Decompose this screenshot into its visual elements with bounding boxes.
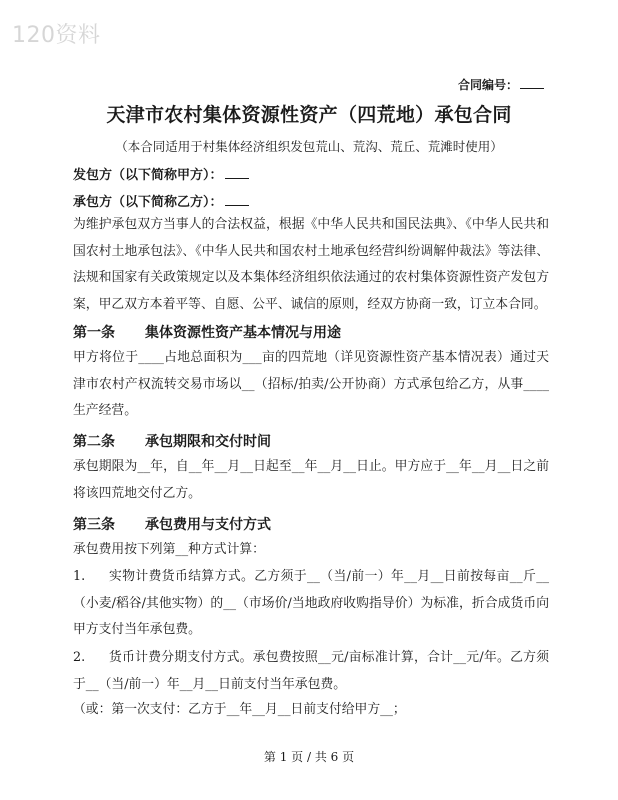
- article-2-paragraph: 承包期限为__年，自__年__月__日起至__年__月__日止。甲方应于__年__月__日之前将该四荒地交付乙方。: [73, 459, 549, 501]
- watermark: 120资料: [12, 23, 101, 48]
- article-3-heading: [73, 514, 271, 534]
- article-3-item-2-number: 2.: [73, 650, 86, 665]
- party-b-line: [73, 191, 249, 210]
- article-1-paragraph: 甲方将位于____占地总面积为___亩的四荒地（详见资源性资产基本情况表）通过天津市农村产权流转交易市场以__（招标/拍卖/公开协商）方式承包给乙方，从事____生产经营。: [73, 350, 549, 418]
- article-3-item-2: [73, 645, 549, 698]
- article-2-heading: [73, 431, 271, 451]
- article-2-title: 承包期限和交付时间: [145, 434, 271, 450]
- contract-number: [458, 76, 544, 93]
- article-3-item-1: [73, 564, 549, 644]
- article-1-number: 第一条: [73, 325, 115, 341]
- party-a-blank: [225, 168, 249, 179]
- article-3-number: 第三条: [73, 517, 115, 533]
- document-subtitle: （本合同适用于村集体经济组织发包荒山、荒沟、荒丘、荒滩时使用）: [115, 139, 503, 154]
- article-2-number: 第二条: [73, 434, 115, 450]
- document-title: 天津市农村集体资源性资产（四荒地）承包合同: [106, 104, 512, 126]
- contract-number-label: 合同编号：: [457, 78, 518, 92]
- article-3-note: （或：第一次支付：乙方于__年__月__日前支付给甲方__；: [73, 702, 406, 717]
- party-a-label: 发包方（以下简称甲方）：: [73, 168, 223, 183]
- article-3-title: 承包费用与支付方式: [145, 517, 271, 533]
- party-a-line: [73, 164, 249, 183]
- article-3-item-1-number: 1.: [73, 569, 86, 584]
- article-3-item-1-text: 实物计费货币结算方式。乙方须于__（当/前一）年__月__日前按每亩__斤__（小麦/稻谷/其他实物）的__（市场价/当地政府收购指导价）为标准，折合成货币向甲方支付当年承包费。: [73, 569, 549, 637]
- party-b-label: 承包方（以下简称乙方）：: [73, 195, 223, 210]
- article-1-heading: [73, 322, 341, 342]
- page-footer: 第 1 页 / 共 6 页: [263, 750, 355, 764]
- article-3-intro: 承包费用按下列第__种方式计算：: [73, 542, 265, 557]
- contract-number-blank: [520, 78, 544, 89]
- article-1-title: 集体资源性资产基本情况与用途: [145, 325, 341, 341]
- article-3-item-2-text: 货币计费分期支付方式。承包费按照__元/亩标准计算，合计__元/年。乙方须于__（当/前一）年__月__日前支付当年承包费。: [73, 650, 549, 692]
- preamble-paragraph: 为维护承包双方当事人的合法权益，根据《中华人民共和国民法典》、《中华人民共和国农村土地承包法》、《中华人民共和国农村土地承包经营纠纷调解仲裁法》等法律、法规和国家有关政策规定以及本集体经济组织依法通过的农村集体资源性资产发包方案，甲乙双方本着平等、自愿、公平、诚信的原则，经双方协商一致，订立本合同。: [73, 217, 549, 312]
- party-b-blank: [225, 195, 249, 206]
